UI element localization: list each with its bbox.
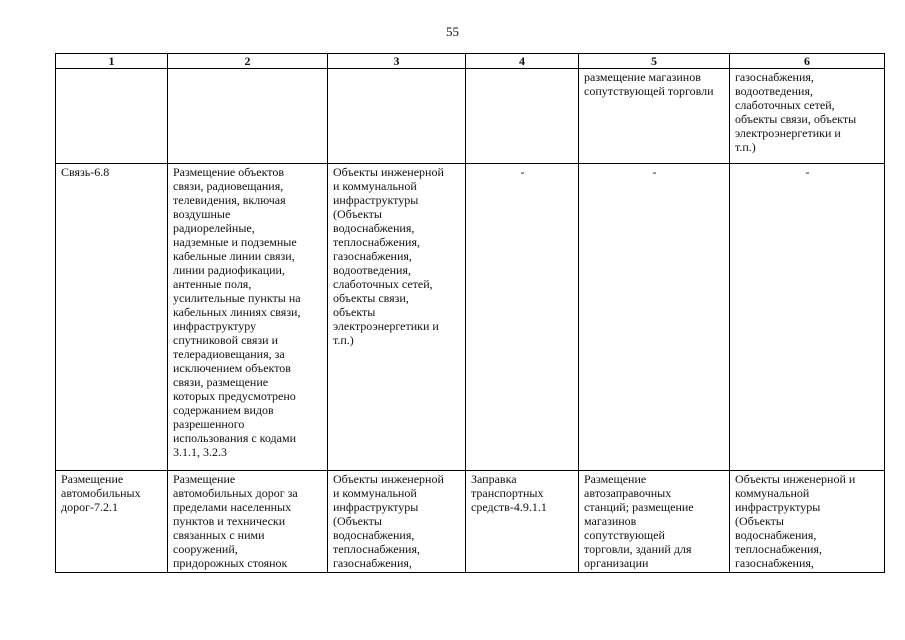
table-cell: размещение магазинов сопутствующей торговли [579,69,730,164]
table-cell: - [579,164,730,471]
table-row [56,164,885,471]
table-cell: Объекты инженерной и коммунальной инфраструктуры (Объекты водоснабжения, теплоснабжения, газоснабжения, [328,471,466,573]
table-cell [328,69,466,164]
column-header: 3 [328,54,466,69]
column-header: 6 [730,54,885,69]
column-header: 5 [579,54,730,69]
table-cell [168,69,328,164]
table-cell: газоснабжения, водоотведения, слаботочных сетей, объекты связи, объекты электроэнергетики и т.п.) [730,69,885,164]
table-cell [56,69,168,164]
column-header: 4 [466,54,579,69]
column-header: 2 [168,54,328,69]
table-row [56,69,885,164]
column-header: 1 [56,54,168,69]
table-cell: Размещение автомобильных дорог-7.2.1 [56,471,168,573]
table-cell: - [466,164,579,471]
page-number: 55 [446,24,459,39]
table-cell: Объекты инженерной и коммунальной инфраструктуры (Объекты водоснабжения, теплоснабжения, газоснабжения, водоотведения, слаботочных сетей, объекты связи, объекты электроэнергетики и т.п.) [328,164,466,471]
table-cell: - [730,164,885,471]
table-cell: Связь-6.8 [56,164,168,471]
land-use-table [55,53,885,573]
table-row [56,471,885,573]
table-cell: Объекты инженерной и коммунальной инфраструктуры (Объекты водоснабжения, теплоснабжения, газоснабжения, [730,471,885,573]
table-cell: Размещение автозаправочных станций; размещение магазинов сопутствующей торговли, зданий для организации [579,471,730,573]
table-header-row [56,54,885,69]
table-cell: Размещение автомобильных дорог за пределами населенных пунктов и технически связанных с ними сооружений, придорожных стоянок [168,471,328,573]
table-cell [466,69,579,164]
table-cell: Заправка транспортных средств-4.9.1.1 [466,471,579,573]
table-cell: Размещение объектов связи, радиовещания, телевидения, включая воздушные радиорелейные, надземные и подземные кабельные линии связи, линии радиофикации, антенные поля, усилительные пункты на кабельных линиях связи, инфраструктуру спутниковой связи и телерадиовещания, за исключением объектов связи, размещение которых предусмотрено содержанием видов разрешенного использования с кодами 3.1.1, 3.2.3 [168,164,328,471]
